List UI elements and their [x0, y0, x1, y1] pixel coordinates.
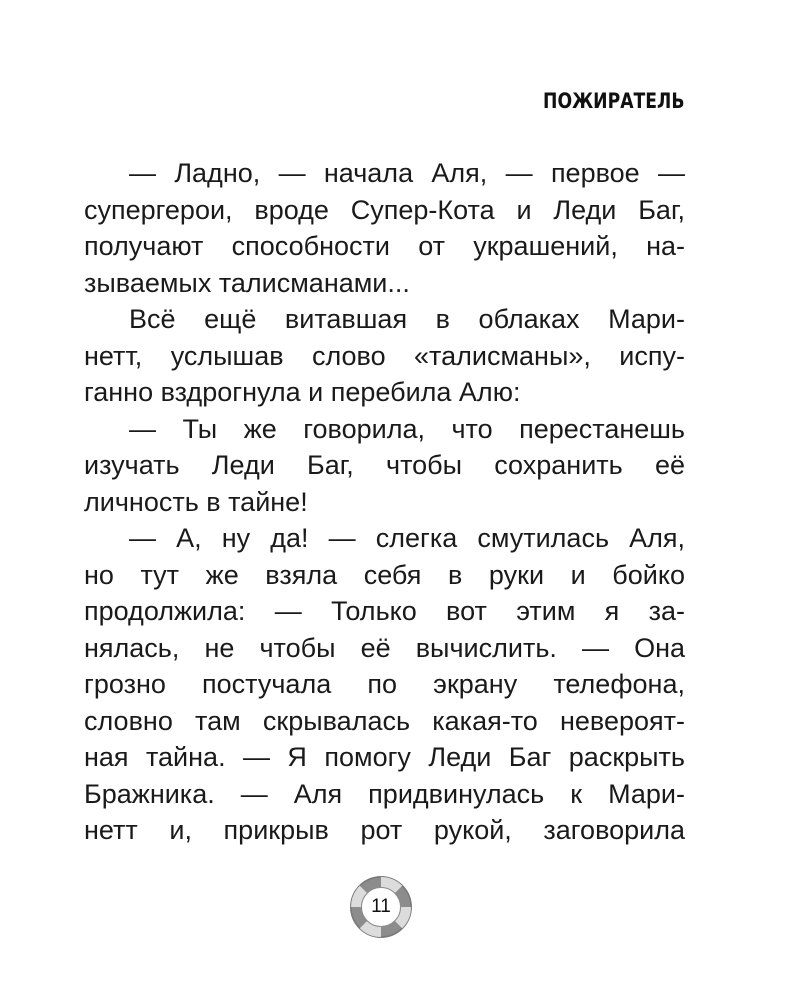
page-number-badge — [349, 875, 413, 939]
body-text — [84, 155, 685, 849]
text-line: ная тайна. — Я помогу Леди Баг раскрыть — [84, 742, 685, 772]
text-line: но тут же взяла себя в руки и бойко — [84, 559, 685, 590]
text-line: получают способности от украшений, на- — [84, 231, 685, 261]
running-head: ПОЖИРАТЕЛЬ — [542, 89, 684, 113]
text-line: нетт и, прикрыв рот рукой, заговорила — [84, 815, 685, 845]
text-line: супергерои, вроде Супер-Кота и Леди Баг, — [84, 194, 685, 225]
text-line: ганно вздрогнула и перебила Алю: — [84, 377, 521, 407]
text-line: Всё ещё витавшая в облаках Мари- — [129, 304, 685, 334]
text-line: зываемых талисманами... — [84, 267, 410, 298]
text-line: нялась, не чтобы её вычислить. — Она — [84, 632, 685, 663]
page-number: 11 — [371, 896, 391, 917]
text-line: изучать Леди Баг, чтобы сохранить её — [84, 450, 685, 480]
text-line: — Ты же говорила, что перестанешь — [129, 413, 685, 444]
text-line: Бражника. — Аля придвинулась к Мари- — [84, 778, 685, 809]
text-line: личность в тайне! — [84, 486, 308, 517]
text-line: — А, ну да! — слегка смутилась Аля, — [129, 523, 685, 553]
text-line: нетт, услышав слово «талисманы», испу- — [84, 340, 685, 371]
text-line: грозно постучала по экрану телефона, — [84, 669, 685, 699]
text-line: продолжила: — Только вот этим я за- — [84, 596, 685, 626]
text-line: — Ладно, — начала Аля, — первое — — [129, 158, 685, 188]
text-line: словно там скрывалась какая-то невероят- — [84, 705, 685, 736]
